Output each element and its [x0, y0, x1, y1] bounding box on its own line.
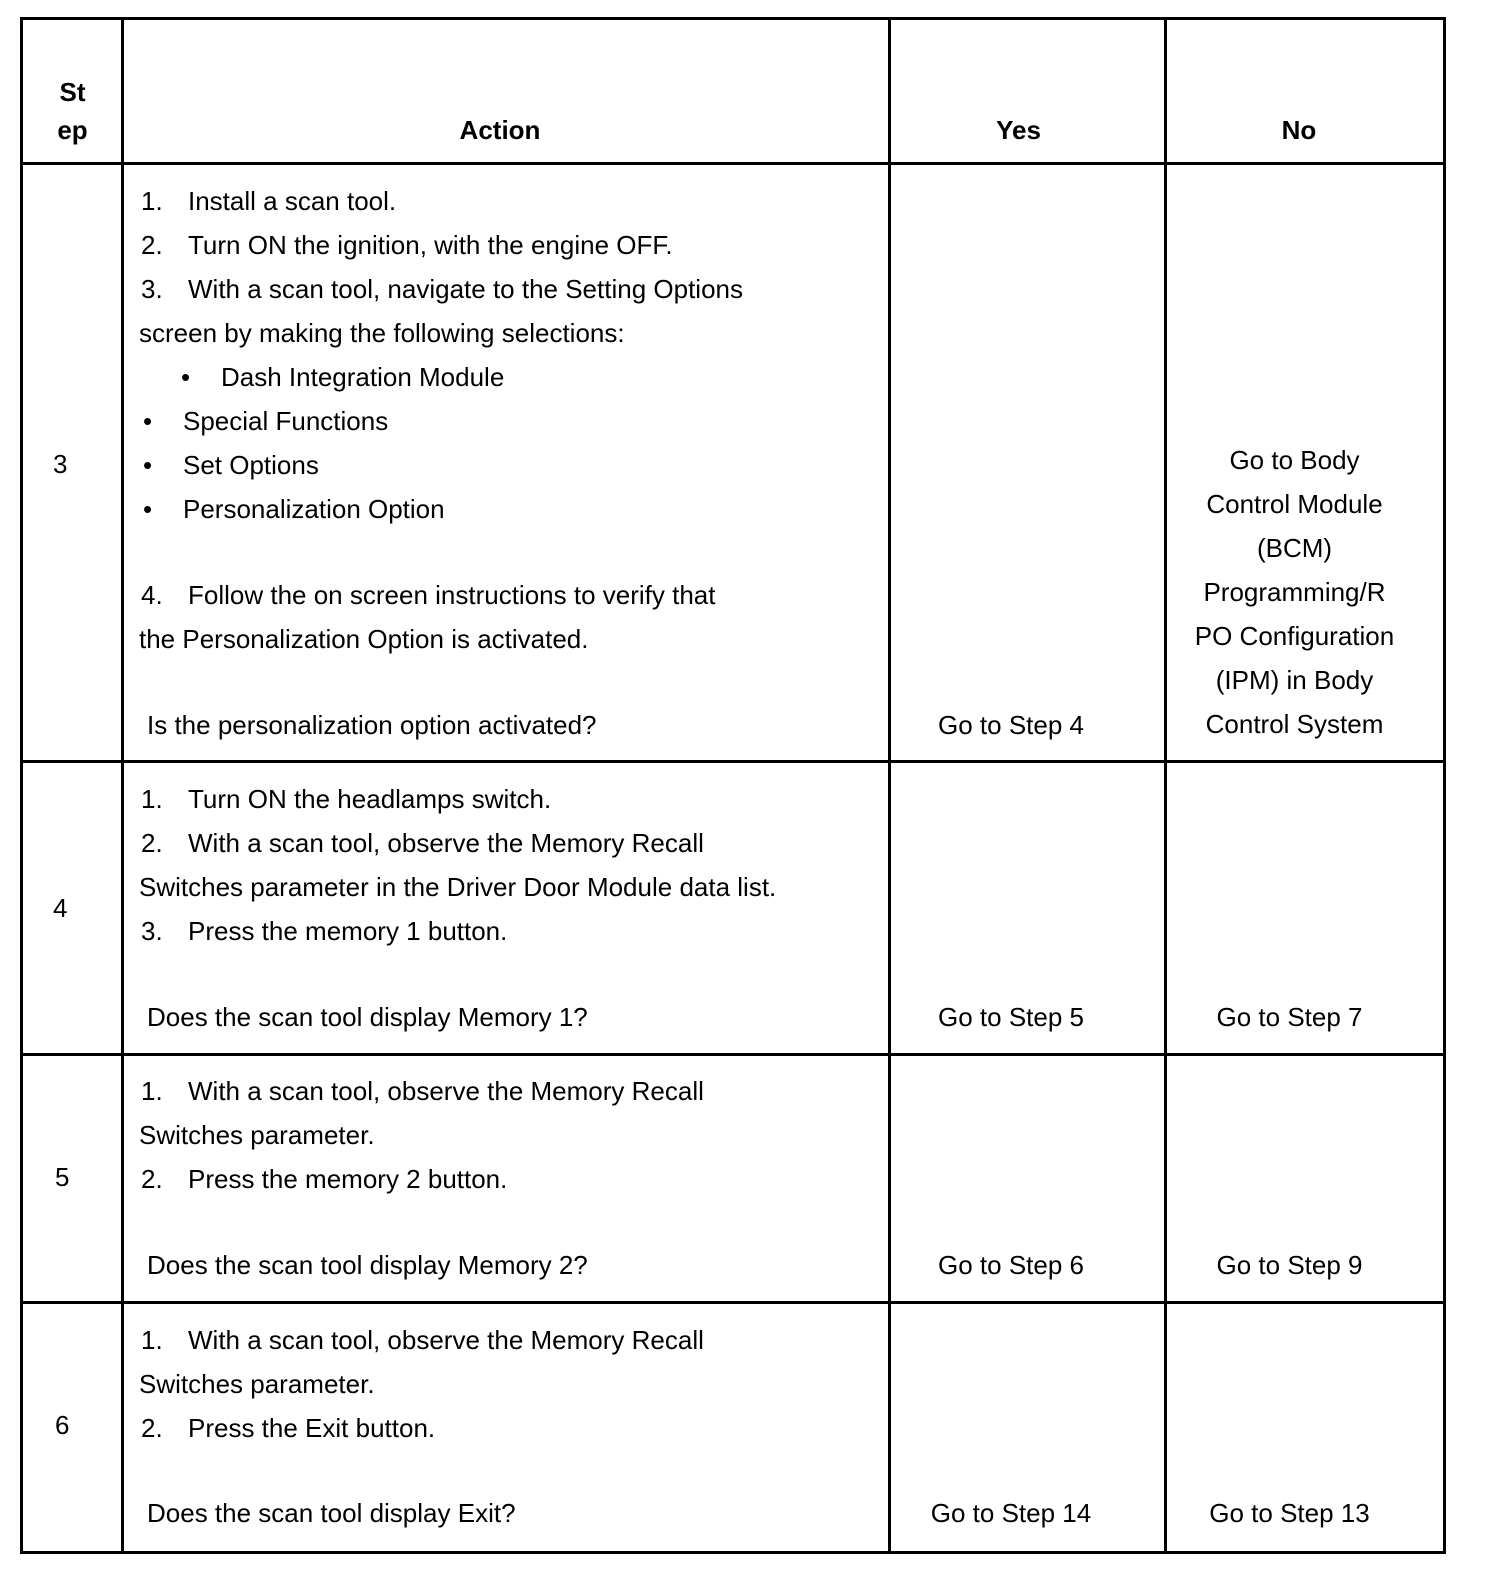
action-line: 2. Press the memory 2 button. — [141, 1164, 508, 1194]
action-question: Does the scan tool display Memory 1? — [147, 1002, 588, 1032]
yes-cell: Go to Step 5 — [938, 1002, 1084, 1032]
step-number: 3 — [53, 449, 68, 479]
action-line: screen by making the following selections: — [139, 318, 625, 348]
column-divider-step-action — [121, 17, 124, 1554]
yes-cell: Go to Step 4 — [938, 710, 1084, 740]
table-border-left — [20, 17, 23, 1554]
action-line: the Personalization Option is activated. — [139, 624, 589, 654]
action-bullet-item: • Special Functions — [143, 399, 388, 443]
yes-cell: Go to Step 14 — [930, 1498, 1092, 1528]
yes-cell: Go to Step 6 — [938, 1250, 1084, 1280]
step-number: 4 — [53, 893, 68, 923]
action-line: 4. Follow the on screen instructions to verify that — [141, 580, 716, 610]
action-bullet-item: • Dash Integration Module — [181, 355, 504, 399]
action-line: 3. Press the memory 1 button. — [141, 916, 508, 946]
action-line: 2. Press the Exit button. — [141, 1413, 436, 1443]
no-cell: Go to Step 9 — [1216, 1250, 1363, 1280]
column-divider-action-yes — [888, 17, 891, 1554]
action-line: 1. With a scan tool, observe the Memory Recall — [141, 1076, 704, 1106]
header-step-line2: ep — [57, 115, 88, 145]
bullet-icon: • — [181, 362, 191, 392]
row-divider-4 — [20, 1053, 1446, 1056]
action-line: 1. Turn ON the headlamps switch. — [141, 784, 552, 814]
bullet-icon: • — [143, 406, 153, 436]
step-number: 5 — [55, 1162, 70, 1192]
action-line: Switches parameter. — [139, 1369, 375, 1399]
table-border-top — [20, 17, 1446, 20]
action-question: Does the scan tool display Exit? — [147, 1498, 516, 1528]
header-step — [24, 73, 121, 149]
header-action: Action — [459, 115, 541, 145]
action-line: 2. With a scan tool, observe the Memory Recall — [141, 828, 704, 858]
table-border-right — [1443, 17, 1446, 1554]
no-cell: Go to Step 13 — [1209, 1498, 1370, 1528]
header-yes: Yes — [996, 115, 1041, 145]
bullet-icon: • — [143, 494, 153, 524]
step-number: 6 — [55, 1410, 70, 1440]
header-step-line1: St — [59, 77, 86, 107]
row-divider-5 — [20, 1301, 1446, 1304]
no-cell: Go to Body Control Module (BCM) Programming/R PO Configuration (IPM) in Body Control System — [1194, 445, 1395, 739]
action-line: Switches parameter in the Driver Door Module data list. — [139, 872, 777, 902]
action-line: 3. With a scan tool, navigate to the Setting Options — [141, 274, 743, 304]
action-line: Switches parameter. — [139, 1120, 375, 1150]
action-question: Does the scan tool display Memory 2? — [147, 1250, 588, 1280]
action-line: 1. With a scan tool, observe the Memory Recall — [141, 1325, 704, 1355]
action-line: 1. Install a scan tool. — [141, 186, 397, 216]
action-question: Is the personalization option activated? — [147, 710, 597, 740]
table-border-bottom — [20, 1551, 1446, 1554]
row-divider-header — [20, 162, 1446, 165]
header-no: No — [1281, 115, 1317, 145]
action-bullet-item: • Set Options — [143, 443, 319, 487]
column-divider-yes-no — [1164, 17, 1167, 1554]
row-divider-3 — [20, 760, 1446, 763]
action-line: 2. Turn ON the ignition, with the engine OFF. — [141, 230, 673, 260]
action-bullet-item: • Personalization Option — [143, 487, 445, 531]
no-cell: Go to Step 7 — [1216, 1002, 1363, 1032]
bullet-icon: • — [143, 450, 153, 480]
